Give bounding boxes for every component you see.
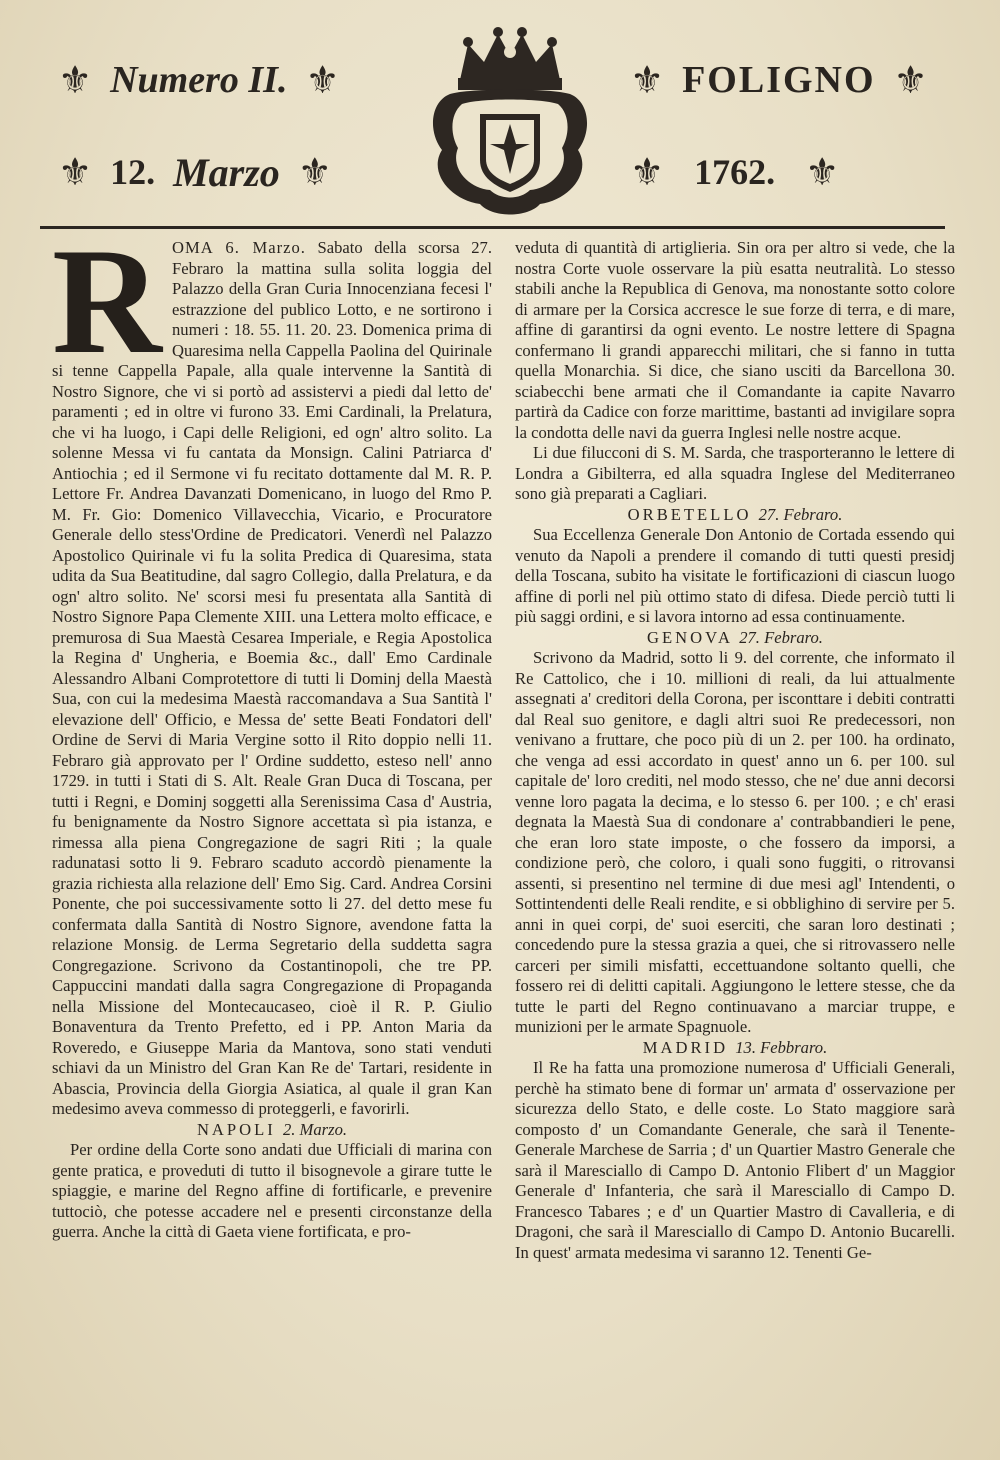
fleur-ornament-icon: ⚜ [297,150,332,194]
masthead-date-row [58,132,398,212]
roma-text: Sabato della scorsa 27. Febraro la mattina sulla solita loggia del Palazzo della Gran Curia Innocenziana fecesi l' estrazzione del publico Lotto, e ne sortirono i numeri : 18. 55. 11. 20. 23. Domenica prima di Quaresima nella Cappella Paolina del Quirinale si tenne Cappella Papale, alla quale intervenne la Santità di Nostro Signore, che vi si portò ad assistervi a piedi dal letto de' paramenti ; ed in oltre vi furono 33. Emi Cardinali, la Prelatura, che vi ha luogo, i Capi delle Religioni, ed ogn' altro solito. La solenne Messa vi fu cantata da Monsign. Calini Patriarca d' Antiochia ; ed il Sermone vi fu recitato dottamente dal M. R. P. Lettore Fr. Andrea Davanzati Domenicano, in luogo del Rmo P. M. Fr. Gio: Domenico Villavecchia, Vicario, e Procuratore Generale dello stess'Ordine de Predicatori. Venerdì nel Palazzo Apostolico Quirinale vi fu la solita Predica di Quaresima, stata udita da Sua Beatitudine, dal sagro Collegio, dalla Prelatura, e da ogn' altro solito. Ne' scorsi mesi fu presentata alla Santità di Nostro Signore Papa Clemente XIII. una Lettera molto efficace, e premurosa di Sua Maestà Cesarea Imperiale, e Regia Apostolica la Regina d' Ungheria, e Boemia &c., dall' Emo Cardinale Alessandro Albani Comprotettore di tutti li Dominj della Maestà Sua, con cui la medesima Maestà raccomandava a Sua Santità l' elevazione dell' Officio, e Messa de' sette Beati Fondatori dell' Ordine de Servi di Maria Vergine sotto il Rito doppio nelli 11. Febraro già approvato per l' Ordine suddetto, esteso nell' anno 1729. in tutti i Stati di S. Alt. Reale Gran Duca di Toscana, per tutti i Regni, e Dominj soggetti alla Serenissima Casa d' Austria, fu benignamente da Nostro Signore accettata sì pia istanza, e rimessa alla piena Congregazione de sagri Riti ; la quale radunatasi sotto li 9. Febraro scaduto accordò pienamente la grazia richiesta alla relazione dell' Emo Sig. Card. Andrea Corsini Ponente, che poi successivamente sotto li 27. del detto mese fu confermata dalla Santità di Nostro Signore, avendone fatta la relazione Monsig. de Lerma Segretario della suddetta sagra Congregazione. Scrivono da Costantinopoli, che tre PP. Cappuccini mandati dalla sagra Congregazione di Propaganda nella Missione del Montecaucaseo, cioè il R. P. Giulio Bonaventura da Trento Prefetto, ed i PP. Anton Maria da Roveredo, e Giuseppe Maria da Mantova, sono stati venduti schiavi da un Ministro del Gran Kan Re de' Tartari, residente in Abascia, Provincia della Giorgia Asiatica, al quale il gran Kan medesimo aveva commesso di proteggerli, e favorirli. [52,238,492,1118]
dropcap-letter: R [52,238,162,385]
masthead-number-row [58,40,398,120]
genova-dateline [515,628,955,649]
masthead-city: FOLIGNO [682,59,876,101]
orbetello-text: Sua Eccellenza Generale Don Antonio de Cortada essendo qui venuto da Napoli a prendere il comando di tutti questi presidj della Toscana, subito ha visitate le fortificazioni di ciascun luogo affine di porli nel più ottimo stato di difesa. Diede perciò tutti li più saggi ordini, e si lavora intorno ad essa continuamente. [515,525,955,626]
dropcap [52,238,164,385]
issue-year: 1762. [694,152,776,192]
genova-text: Scrivono da Madrid, sotto li 9. del corrente, che informato il Re Cattolico, che i 10. millioni di reali, da lui attualmente assegnati a' creditori della Corona, per isconttare i debiti contratti dal Real suo genitore, e dagli altri suoi Re predecessori, non venivano a fruttare, che poco più di un 2. per 100. ha ordinato, che venga ad essi accordato in quest' anno un 6. per 100. sul capitale de' loro crediti, nel modo stesso, che ne' due anni decorsi venne loro pagata la decima, e lo stesso 6. per 100. ; e ch' erasi degnata la Maestà Sua di condonare a' contrabbandieri le pene, che eran loro state imposte, o che fossero da imporsi, a condizione però, che coloro, i quali sono fuggiti, o ritrovansi assenti, si presentino nel termine di due mesi agl' Intendenti, o Sottintendenti delle Reali rendite, e si obblighino di servire per 5. anni in quei corpi, de' suoi eserciti, che saran loro destinati ; concedendo pure la stessa grazia a quei, che si ritrovassero nelle carceri per simili misfatti, eccettuandone soltanto quelli, che fossero rei di delitti capitali. Aggiungono le lettere stesse, che da tutte le parti del Regno continuavano a marciar truppe, e munizioni per le armate Spagnuole. [515,648,955,1036]
fleur-ornament-icon: ⚜ [805,150,840,194]
fleur-ornament-icon: ⚜ [58,58,93,102]
orbetello-dateline [515,505,955,526]
masthead-year-row [630,132,930,212]
madrid-text: Il Re ha fatta una promozione numerosa d' Ufficiali Generali, perchè ha stimato bene di formar un' armata d' osservazione per sicurezza dello Stato, e delle coste. Lo Stato maggiore sarà composto d' un Comandante Generale, che sarà il Tenente-Generale Marchese de Sarria ; d' un Quartier Mastro Generale che sarà il Maresciallo di Campo D. Antonio Flibert d' un Maggior Generale d' Infanteria, che sarà il Maresciallo di Campo D. Francesco Tabares ; e d' un Quartier Mastro di Cavalleria, e di Dragoni, che sarà il Maresciallo di Campo D. Antonio Bucarelli. In quest' armata medesima vi saranno 12. Tenenti Ge- [515,1058,955,1262]
genova-city: GENOVA [647,627,733,647]
masthead-right [630,40,930,212]
madrid-dateline [515,1038,955,1059]
fleur-ornament-icon: ⚜ [630,150,665,194]
masthead-left [58,40,398,212]
issue-day: 12. [110,152,156,192]
right-column [515,238,955,1440]
fleur-ornament-icon: ⚜ [630,58,665,102]
napoli-dateline [52,1120,492,1141]
orbetello-date: 27. Febraro. [758,504,843,524]
masthead-rule [40,226,945,229]
napoli-city: NAPOLI [196,1119,276,1139]
issue-number: Numero II. [110,59,288,101]
madrid-city: MADRID [642,1037,729,1057]
issue-month: Marzo [173,149,280,195]
napoli-continued-text: veduta di quantità di artiglieria. Sin ora per altro si vede, che la nostra Corte vuole osservare la più esatta neutralità. Lo stesso stabili anche la Republica di Genova, ma nonostante sotto colore di armare per la Corsica accresce le sue forze di terra, e di mare, affine di garantirsi da ogni evento. Le nostre lettere di Spagna confermano li grandi apparecchi militari, che si fanno in tutta quella Monarchia. Si dice, che siano usciti da Barcellona 30. sciabecchi bene armati che il Comandante ia capite Navarro partirà da Cadice con forze marittime, bastanti ad invigilare sopra la condotta delle navi da guerra Inglesi nelle nostre acque. [515,238,955,442]
genova-date: 27. Febraro. [739,627,823,647]
fleur-ornament-icon: ⚜ [58,150,93,194]
orbetello-city: ORBETELLO [627,504,752,524]
masthead-city-row [630,40,930,120]
napoli-text: Per ordine della Corte sono andati due Ufficiali di marina con gente pratica, e proveduti di tutto il bisognevole a girare tutte le spiaggie, e marine del Regno affine di fortificarle, e prevenire tuttociò, che potesse accadere nel e presenti circonstanze della guerra. Anche la città di Gaeta viene fortificata, e pro- [52,1140,492,1241]
fleur-ornament-icon: ⚜ [893,58,928,102]
madrid-date: 13. Febbraro. [735,1037,828,1057]
crowned-coat-of-arms-icon [420,22,600,222]
left-column [52,238,492,1440]
fleur-ornament-icon: ⚜ [305,58,340,102]
roma-dateline: OMA 6. Marzo. [172,238,306,257]
napoli-date: 2. Marzo. [282,1119,348,1139]
napoli-continued-text-2: Li due filucconi di S. M. Sarda, che trasporteranno le lettere di Londra a Gibilterra, ed alla squadra Inglese del Mediterraneo sono già preparati a Cagliari. [515,443,955,503]
